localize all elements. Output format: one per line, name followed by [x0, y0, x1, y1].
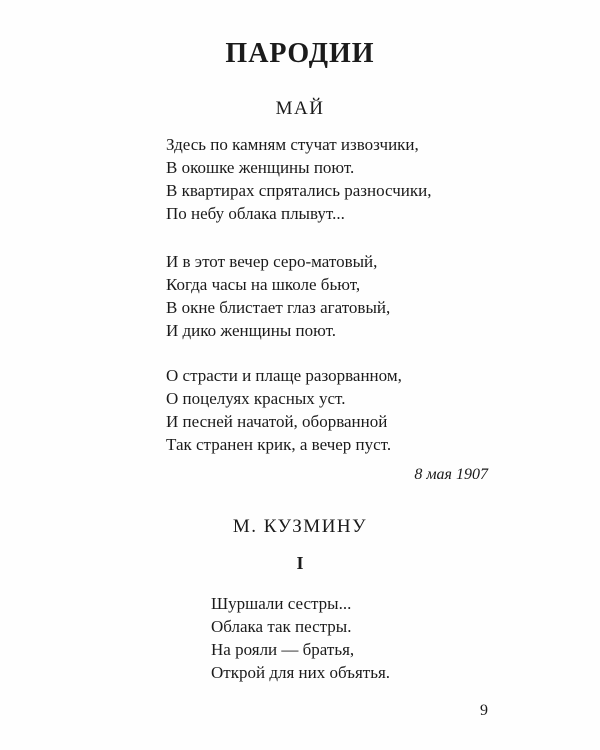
- verse-line: По небу облака плывут...: [166, 204, 345, 223]
- verse-line: На рояли — братья,: [211, 640, 355, 659]
- verse-line: В окне блистает глаз агатовый,: [166, 298, 391, 317]
- verse-line: Так странен крик, а вечер пуст.: [166, 435, 392, 454]
- poem-title-may: МАЙ: [275, 98, 325, 119]
- verse-line: Когда часы на школе бьют,: [166, 275, 361, 294]
- stanza-3: [166, 364, 402, 456]
- verse-line: О поцелуях красных уст.: [166, 389, 346, 408]
- stanza-kuzmin-1: [211, 592, 390, 684]
- verse-line: В окошке женщины поют.: [166, 158, 355, 177]
- verse-line: И дико женщины поют.: [166, 321, 337, 340]
- verse-line: Шуршали сестры...: [211, 594, 352, 613]
- verse-line: О страсти и плаще разорванном,: [166, 366, 402, 385]
- section-title: ПАРОДИИ: [225, 38, 375, 69]
- verse-line: В квартирах спрятались разносчики,: [166, 181, 432, 200]
- verse-line: И в этот вечер серо-матовый,: [166, 252, 378, 271]
- verse-line: Открой для них объятья.: [211, 663, 391, 682]
- verse-line: И песней начатой, оборванной: [166, 412, 388, 431]
- stanza-2: [166, 250, 390, 342]
- stanza-1: [166, 133, 431, 225]
- poem-title-kuzmin: М. КУЗМИНУ: [232, 516, 368, 537]
- part-numeral: I: [296, 553, 304, 573]
- verse-line: Облака так пестры.: [211, 617, 352, 636]
- poem-date: 8 мая 1907: [414, 466, 488, 483]
- page-number: 9: [480, 702, 488, 719]
- verse-line: Здесь по камням стучат извозчики,: [166, 135, 419, 154]
